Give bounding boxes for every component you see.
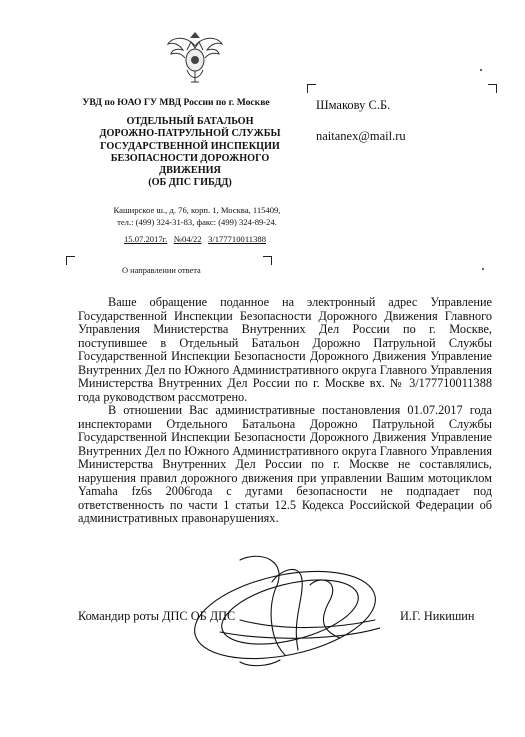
unit-name-line: ДВИЖЕНИЯ — [159, 165, 221, 177]
unit-name-line: ДОРОЖНО-ПАТРУЛЬНОЙ СЛУЖБЫ — [99, 128, 281, 140]
signer-position: Командир роты ДПС ОБ ДПС — [78, 609, 236, 623]
corner-mark — [488, 84, 497, 93]
emblem-icon — [165, 30, 225, 88]
phone-fax-line: тел.: (499) 324-31-83, факс: (499) 324-89-24. — [117, 216, 277, 227]
unit-name-line: (ОБ ДПС ГИБДД) — [148, 177, 232, 189]
corner-mark — [66, 256, 75, 265]
letter-body — [78, 296, 492, 526]
unit-name-line: БЕЗОПАСНОСТИ ДОРОЖНОГО — [110, 152, 270, 164]
corner-mark — [263, 256, 272, 265]
address-line: Каширское ш., д. 76, корп. 1, Москва, 115409, — [113, 205, 281, 215]
signer-name: И.Г. Никишин — [400, 609, 475, 623]
recipient-email: naitanex@mail.ru — [316, 129, 406, 143]
recipient-name: Шмакову С.Б. — [316, 98, 391, 112]
reg-ref: 3/177710011388 — [208, 234, 266, 244]
unit-name — [92, 116, 288, 190]
reg-number: №04/22 — [173, 234, 202, 244]
scan-dot — [480, 69, 482, 71]
unit-name-line: ОТДЕЛЬНЫЙ БАТАЛЬОН — [126, 116, 254, 127]
address-block — [86, 205, 308, 228]
reg-date: 15.07.2017г. — [123, 234, 168, 244]
body-paragraph: В отношении Вас административные постановления 01.07.2017 года инспекторами Отдельного Батальона Дорожно Патрульной Службы Государственной Инспекции Безопасности Дорожного Движения Управление Внутренних Дел по Южного Административного округа Главного Управления Министерства Внутренних Дел России по г. Москве не составлялись, нарушения правил дорожного движения при управлении Вашим мотоциклом Yamaha fz6s 2006года с дугами безопасности не подпадает под ответственность по части 1 статьи 12.5 Кодекса Российской Федерации об административных правонарушениях. — [78, 403, 492, 525]
registration-line — [60, 234, 330, 244]
handwritten-signature — [180, 520, 380, 670]
subject-line: О направлении ответа — [122, 266, 201, 275]
unit-name-line: ГОСУДАРСТВЕННОЙ ИНСПЕКЦИИ — [100, 140, 280, 152]
body-paragraph: Ваше обращение поданное на электронный адрес Управление Государственной Инспекции Безопасности Дорожного Движения Главного Управления Министерства Внутренних Дел России по г. Москве, поступившее в Отдельный Батальон Дорожно Патрульной Службы Государственной Инспекции Безопасности Дорожного Движения Управление Внутренних Дел по Южного Административного округа Главного Управления Министерства Внутренних Дел России по г. Москве вх. № 3/177710011388 года руководством рассмотрено. — [78, 295, 492, 404]
corner-mark — [307, 84, 316, 93]
org-title: УВД по ЮАО ГУ МВД России по г. Москве — [82, 97, 270, 108]
scan-dot — [482, 268, 484, 270]
